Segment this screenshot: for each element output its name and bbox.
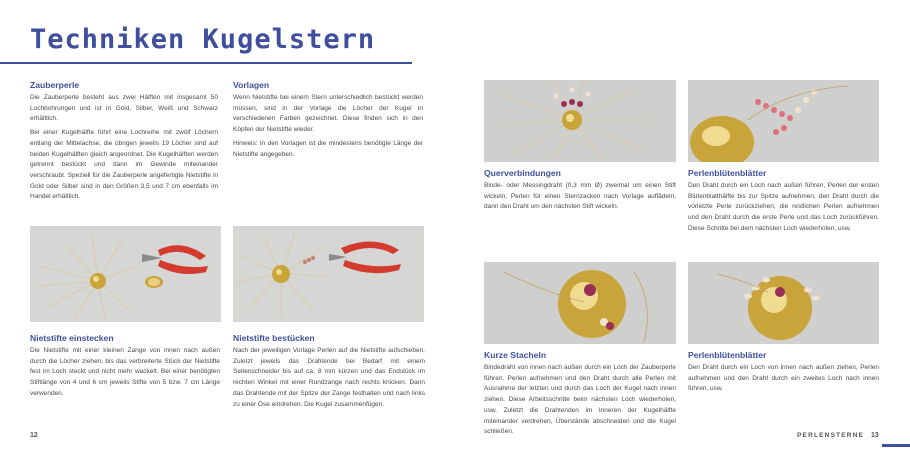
- section-zauberperle: [30, 80, 218, 206]
- section-text: Wenn Nietstifte bei einem Stern unterschiedlich bestückt werden müssen, sind in der Vorlage die Löcher der Kugel in verschiedenen Farben gezeichnet. Diese finden sich in den Köpfen der Nietstifte wieder.: [233, 94, 423, 134]
- footer-accent-bar: [882, 444, 910, 447]
- section-heading: Nietstifte bestücken: [233, 333, 315, 343]
- section-nietstifte-einstecken: [30, 333, 220, 403]
- section-perlenbluetenblaetter-1: [688, 168, 879, 238]
- section-text: Den Draht durch ein Loch nach außen führen, Perlen der ersten Blütenblatthälfte bis zur Spitze aufnehmen, den Draht durch die vorletzte Perle zurückziehen, die restlichen Perlen aufnehmen und den Draht durch die erste Perle und das Loch zurückführen. Diese Schritte bei dem nächsten Loch wiederholen, usw.: [688, 182, 879, 232]
- section-perlenbluetenblaetter-2: [688, 350, 879, 398]
- section-kurze-stacheln: [484, 350, 676, 441]
- section-text: Bindedraht von innen nach außen durch ein Loch der Zauberperle führen. Perlen aufnehmen und den Draht durch alle Perlen mit Ausnahme der letzten und durch das Loch der Kugel nach innen ziehen. Diese Arbeitsschritte beim nächsten Loch wiederholen, usw. Zuletzt die Drahtenden im Inneren der Kugelhälfte miteinander verdrehen, Überstände abschneiden und die Kugel schließen.: [484, 364, 676, 436]
- section-text: Die Nietstifte mit einer kleinen Zange von innen nach außen durch die Löcher ziehen, bis das verbreiterte Stück der Nietstifte fest im Loch steckt und nicht mehr wackelt. Bei einer benötigten Stiftlänge von 4 und 6 cm jeweils Stifte von 5 bzw. 7 cm Länge verwenden.: [30, 347, 220, 397]
- photo-nietstifte-einstecken: [30, 226, 221, 322]
- footer-label: PERLENSTERNE: [797, 432, 865, 439]
- section-nietstifte-bestuecken: [233, 333, 425, 413]
- section-vorlagen: [233, 80, 423, 163]
- section-heading: Perlenblütenblätter: [688, 168, 767, 178]
- photo-perlenbluetenblaetter-1: [688, 80, 879, 162]
- title-underline: [0, 62, 412, 64]
- section-text: Nach der jeweiligen Vorlage Perlen auf die Nietstifte aufschieben. Zuletzt jeweils das Drahtende bei Bedarf mit einem Seitenschneider bis auf ca. 8 mm kürzen und das Endstück im rechten Winkel mit einer Rundzange nach rechts knicken. Dann das Drahtende mit der Spitze der Zange festhalten und nach links zu einer Öse eindrehen. Die Kugel zusammenfügen.: [233, 347, 425, 408]
- photo-kurze-stacheln: [484, 262, 676, 344]
- page-number-right: 13: [871, 432, 879, 439]
- section-heading: Nietstifte einstecken: [30, 333, 114, 343]
- photo-querverbindungen: [484, 80, 676, 162]
- section-text: Den Draht durch ein Loch von innen nach außen ziehen, Perlen aufnehmen und den Draht durch ein zweites Loch nach innen führen, usw.: [688, 364, 879, 393]
- photo-nietstifte-bestuecken: [233, 226, 424, 322]
- section-heading: Vorlagen: [233, 80, 270, 90]
- section-heading: Perlenblütenblätter: [688, 350, 767, 360]
- photo-perlenbluetenblaetter-2: [688, 262, 879, 344]
- page-title: Techniken Kugelstern: [30, 24, 376, 55]
- section-text: Die Zauberperle besteht aus zwei Hälften mit insgesamt 50 Lochbohrungen und ist in Gold, Silber, Weiß und Schwarz erhältlich.: [30, 94, 218, 123]
- section-querverbindungen: [484, 168, 676, 216]
- section-text: Bei einer Kugelhälfte führt eine Lochreihe mit zwölf Löchern entlang der Mittelachse, die übrigen jeweils 19 Löcher sind auf beiden Kugelhälften gleich angeordnet. Die Kugelhälften werden getrennt bestückt und dann im Gewinde miteinander verschraubt. Speziell für die Zauberperle angefertigte Nietstifte in Gold oder Silber sind in den Größen 3,5 und 7 cm ebenfalls im Handel erhältlich.: [30, 129, 218, 201]
- section-heading: Querverbindungen: [484, 168, 561, 178]
- section-text: Binde- oder Messingdraht (0,3 mm Ø) zweimal um einen Stift wickeln, Perlen für einen Sternzacken nach Vorlage auffädeln, dann den Draht um den nächsten Stift wickeln.: [484, 182, 676, 211]
- page-number-left: 12: [30, 432, 38, 439]
- section-heading: Zauberperle: [30, 80, 80, 90]
- section-heading: Kurze Stacheln: [484, 350, 547, 360]
- section-text: Hinweis: In den Vorlagen ist die mindestens benötigte Länge der Nietstifte angegeben.: [233, 139, 423, 158]
